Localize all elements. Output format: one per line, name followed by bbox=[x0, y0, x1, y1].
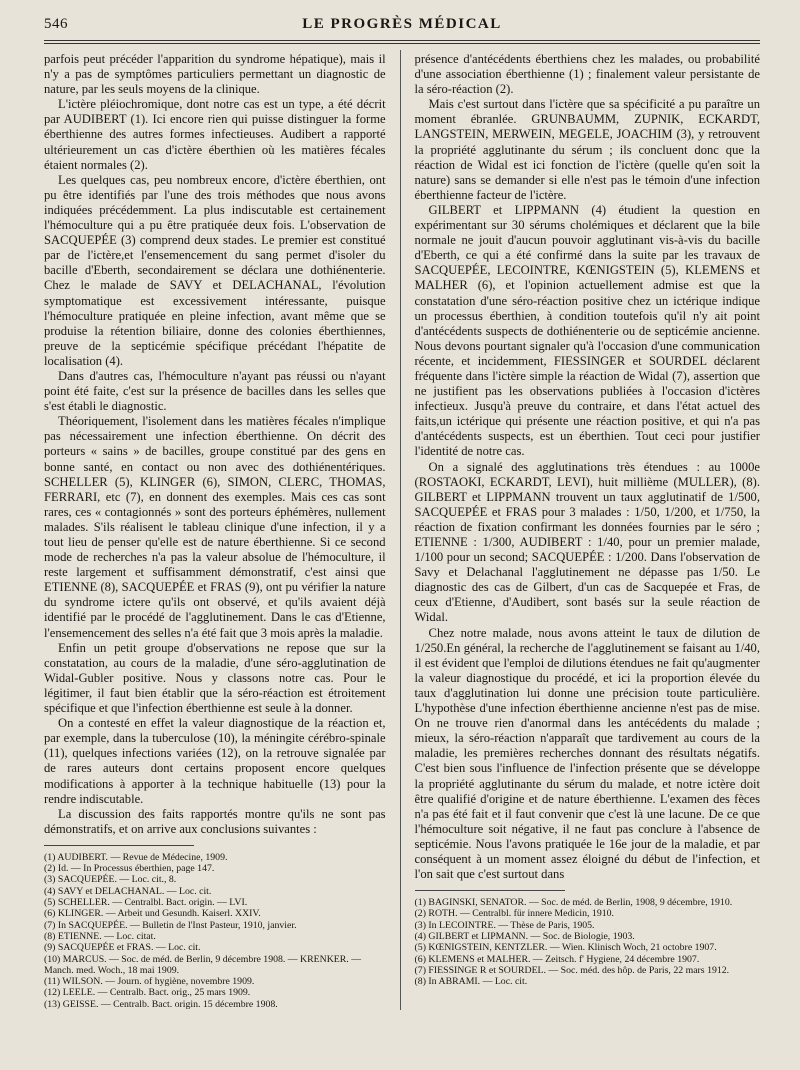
footnote: (7) FIESSINGE R et SOURDEL. — Soc. méd. des hôp. de Paris, 22 mars 1912. bbox=[414, 964, 730, 976]
footnote: (8) In ABRAMI. — Loc. cit. bbox=[414, 976, 528, 988]
paragraph: On a contesté en effet la valeur diagnostique de la réaction et, par exemple, dans la tuberculose (10), la méningite cérébro-spinale (11), quelques infections variées (12), on la retrouve signalée par de rares auteurs dont certains proposent encore quelques modifications à apporter à la technique habituelle (13) pour la rendre indiscutable. bbox=[44, 716, 386, 806]
journal-title: LE PROGRÈS MÉDICAL bbox=[302, 16, 502, 32]
footnote: (6) KLEMENS et MALHER. — Zeitsch. f' Hygiene, 24 décembre 1907. bbox=[414, 953, 700, 965]
footnote: (1) AUDIBERT. — Revue de Médecine, 1909. bbox=[44, 851, 228, 863]
footnote-rule bbox=[415, 890, 565, 891]
footnote: (13) GEISSE. — Centralb. Bact. origin. 15 décembre 1908. bbox=[44, 998, 278, 1010]
paragraph: Mais c'est surtout dans l'ictère que sa spécificité a pu paraître un moment ébranlée. GRUNBAUMM, ZUPNIK, ECKARDT, LANGSTEIN, MERWEIN, MEGELE, JOACHIM (3), y retrouvent la propriété agglutinante du sérum ; ils concluent donc que la réaction de Widal est ici fonction de l'ictère (quelle qu'en soit la nature) sans se demander si elle n'est pas le témoin d'une infection éberthienne facteur de l'ictère. bbox=[414, 97, 760, 202]
footnote: (1) BAGINSKI, SENATOR. — Soc. de méd. de Berlin, 1908, 9 décembre, 1910. bbox=[414, 897, 733, 909]
footnote: (2) Id. — In Processus éberthien, page 147. bbox=[44, 863, 215, 875]
text-columns bbox=[44, 52, 760, 1010]
footnote: (9) SACQUEPÉE et FRAS. — Loc. cit. bbox=[44, 942, 201, 954]
footnote: (5) SCHELLER. — Centralbl. Bact. origin. — LVI. bbox=[44, 897, 248, 909]
running-header bbox=[44, 16, 760, 36]
footnote: (3) SACQUEPÉE. — Loc. cit., 8. bbox=[44, 874, 177, 886]
footnotes-right bbox=[415, 897, 760, 987]
paragraph: présence d'antécédents éberthiens chez les malades, ou probabilité d'une association éberthienne (1) ; finalement valeur persistante de la séro-réaction (2). bbox=[414, 52, 760, 97]
footnote: (6) KLINGER. — Arbeit und Gesundh. Kaiserl. XXIV. bbox=[44, 908, 261, 920]
footnotes-left bbox=[44, 852, 386, 1010]
paragraph: On a signalé des agglutinations très étendues : au 1000e (ROSTAOKI, ECKARDT, LEVI), huit millième (MULLER), (8). GILBERT et LIPPMANN trouvent un taux agglutinatif de 1/500, SACQUEPÉE et FRAS pour 3 malades : 1/50, 1/200, et 1/750, la réaction de fixation confirmant les données fournies par le séro ; ETIENNE : 1/300, AUDIBERT : 1/40, pour un premier malade, 1/100 pour un second; SACQUEPÉE : 1/200. Dans l'observation de Savy et Delachanal l'agglutinement ne dépasse pas 1/50. Le diagnostic des cas de Gilbert, d'un cas de Sacquepée et Fras, de ceux d'Etienne, d'Audibert, sont basés sur la seule réaction de Widal. bbox=[414, 459, 760, 625]
paragraph: Dans d'autres cas, l'hémoculture n'ayant pas réussi ou n'ayant point été faite, c'est sur la présence de bacilles dans les selles que s'est établi le diagnostic. bbox=[44, 368, 386, 414]
paragraph: L'ictère pléiochromique, dont notre cas est un type, a été décrit par AUDIBERT (1). Ici encore rien qui puisse distinguer la forme éberthienne des autres formes infectieuses. Audibert a rapporté ultérieurement un cas d'ictère éberthien où les matières fécales étaient normales (2). bbox=[44, 97, 386, 172]
footnote: (10) MARCUS. — Soc. de méd. de Berlin, 9 décembre 1908. — KRENKER. — Manch. med. Woch., 18 mai 1909. bbox=[44, 953, 361, 976]
footnote: (7) In SACQUEPÉE. — Bulletin de l'Inst Pasteur, 1910, janvier. bbox=[44, 919, 297, 931]
footnote: (8) ETIENNE. — Loc. citat. bbox=[44, 930, 156, 942]
right-column bbox=[415, 52, 760, 1010]
footnote: (5) KŒNIGSTEIN, KENTZLER. — Wien. Klinisch Woch, 21 octobre 1907. bbox=[414, 942, 717, 954]
paragraph: La discussion des faits rapportés montre qu'ils ne sont pas démonstratifs, et on arrive aux conclusions suivantes : bbox=[44, 806, 386, 836]
page-number: 546 bbox=[44, 16, 68, 32]
header-rule bbox=[44, 40, 760, 44]
paragraph: parfois peut précéder l'apparition du syndrome hépatique), mais il n'y a pas de symptômes particuliers permettant un diagnostic de nature, par les seuls moyens de la clinique. bbox=[44, 52, 386, 97]
paragraph: Les quelques cas, peu nombreux encore, d'ictère éberthien, ont pu être identifiés par l'une des trois méthodes que nous avons indiquées précédemment. La plus indiscutable est certainement l'hémoculture qui a pu être pratiquée deux fois. L'observation de SACQUEPÉE (3) comprend deux stades. Le premier est constitué par de l'ictère,et l'ensemencement du sang permet d'isoler du bacille d'Eberth, secondairement se déclara une dothiénenterie. Chez le malade de SAVY et DELACHANAL, l'évolution symptomatique est excessivement intéressante, puisque l'hémoculture pratiquée en pleine infection, avant même que se produise la rétention biliaire, donne des colonies éberthiennes, preuve de la septicémie spécifique précédant l'hépatite de localisation (4). bbox=[44, 172, 386, 368]
column-divider bbox=[400, 50, 401, 1010]
left-column bbox=[44, 52, 386, 1010]
paragraph: Théoriquement, l'isolement dans les matières fécales n'implique pas nécessairement une infection éberthienne. On décrit des porteurs « sains » de bacilles, groupe constitué par des gens en bonne santé, en contact ou non avec des dothiénentériques. SCHELLER (5), KLINGER (6), SIMON, CLERC, THOMAS, FERRARI, etc (7), en donnent des exemples. Mais ces cas sont rares, ces « contagionnés » sont des porteurs éphémères, nullement malades. S'ils réalisent le tableau clinique d'une infection, il y a tout lieu de penser qu'elle est de nature éberthienne. Si ce second mode de recherches n'a pas la valeur absolue de l'hémoculture, il reste largement et suffisamment démonstratif, c'est ainsi que ETIENNE (8), SACQUEPÉE et FRAS (9), ont pu vérifier la nature du syndrome ictere qu'ils ont observé, et qu'ils avaient déjà identifié par le procédé de l'agglutinement. Dans le cas d'Etienne, l'ensemencement des selles n'a été fait que 3 mois après la maladie. bbox=[44, 414, 386, 640]
footnote: (4) SAVY et DELACHANAL. — Loc. cit. bbox=[44, 885, 212, 897]
paragraph: Chez notre malade, nous avons atteint le taux de dilution de 1/250.En général, la recherche de l'agglutinement se faisant au 1/40, il est évident que l'emploi de dilutions étendues ne fait qu'augmenter la valeur diagnostique du procédé, et ici la proportion élevée du taux d'agglutination lui donne une précision toute particulière. L'hypothèse d'une infection éberthienne ancienne n'est pas de mise. On ne trouve rien d'anormal dans les antécédents du malade ; mieux, la séro-réaction n'apparaît que tardivement au cours de la maladie, les premières recherches donnant des résultats négatifs. C'est bien sous l'influence de l'infection présente que se développe la propriété agglutinante du sérum du malade, et notre ictère doit être qualifié d'origine et de nature éberthienne. L'examen des fèces n'a pas été fait et il faut convenir que c'est là une lacune. De ce que l'hémoculture soit négative, il ne faut pas conclure à l'absence de septicémie. Nous l'avons pratiquée le 16e jour de la maladie, et par conséquent à un moment assez éloigné du début de l'infection, et l'on sait que c'est surtout dans bbox=[414, 625, 760, 882]
footnote: (2) ROTH. — Centralbl. für innere Medicin, 1910. bbox=[414, 908, 614, 920]
paragraph: GILBERT et LIPPMANN (4) étudient la question en expérimentant sur 30 sérums cholémiques et déclarent que la bile normale ne jouit d'aucun pouvoir agglutinant vis-à-vis du bacille d'Eberth, ce qui a été confirmé dans la suite par les travaux de SACQUEPÉE, LECOINTRE, KŒNIGSTEIN (5), KLEMENS et MALHER (6), et l'opinion actuellement admise est que la constatation d'une séro-réaction positive chez un ictérique indique un processus éberthien, à condition toutefois qu'il n'y ait point d'antécédents suspects de dothiénenterie ou de septicémie ancienne. Nous devons pourtant signaler qu'à l'occasion d'une communication récente, et incidemment, FIESSINGER et SOURDEL déclarent fréquente dans l'ictère simple la réaction de Widal (7), assertion que ne justifient pas les observations publiées à l'occasion d'ictères infectieux. Jusqu'à preuve du contraire, et dans l'état actuel des faits,un ictérique qui présente une réaction positive, et qui n'a pas d'antécédents suspects, est un éberthien. Tout ceci pour justifier l'identité de notre cas. bbox=[414, 202, 760, 459]
footnote: (12) LEELE. — Centralb. Bact. orig., 25 mars 1909. bbox=[44, 987, 251, 999]
footnote: (4) GILBERT et LIPMANN. — Soc. de Biologie, 1903. bbox=[414, 931, 635, 943]
footnote: (3) In LECOINTRE. — Thèse de Paris, 1905. bbox=[414, 919, 595, 931]
footnote-rule bbox=[44, 845, 194, 846]
footnote: (11) WILSON. — Journ. of hygiène, novembre 1909. bbox=[44, 976, 255, 988]
paragraph: Enfin un petit groupe d'observations ne repose que sur la constatation, au cours de la maladie, d'une séro-agglutination de Widal-Gubler positive. Nous y classons notre cas. Pour le légitimer, il faut bien établir que la séro-réaction est étroitement spécifique et que l'infection éberthienne est seule à la donner. bbox=[44, 640, 386, 716]
